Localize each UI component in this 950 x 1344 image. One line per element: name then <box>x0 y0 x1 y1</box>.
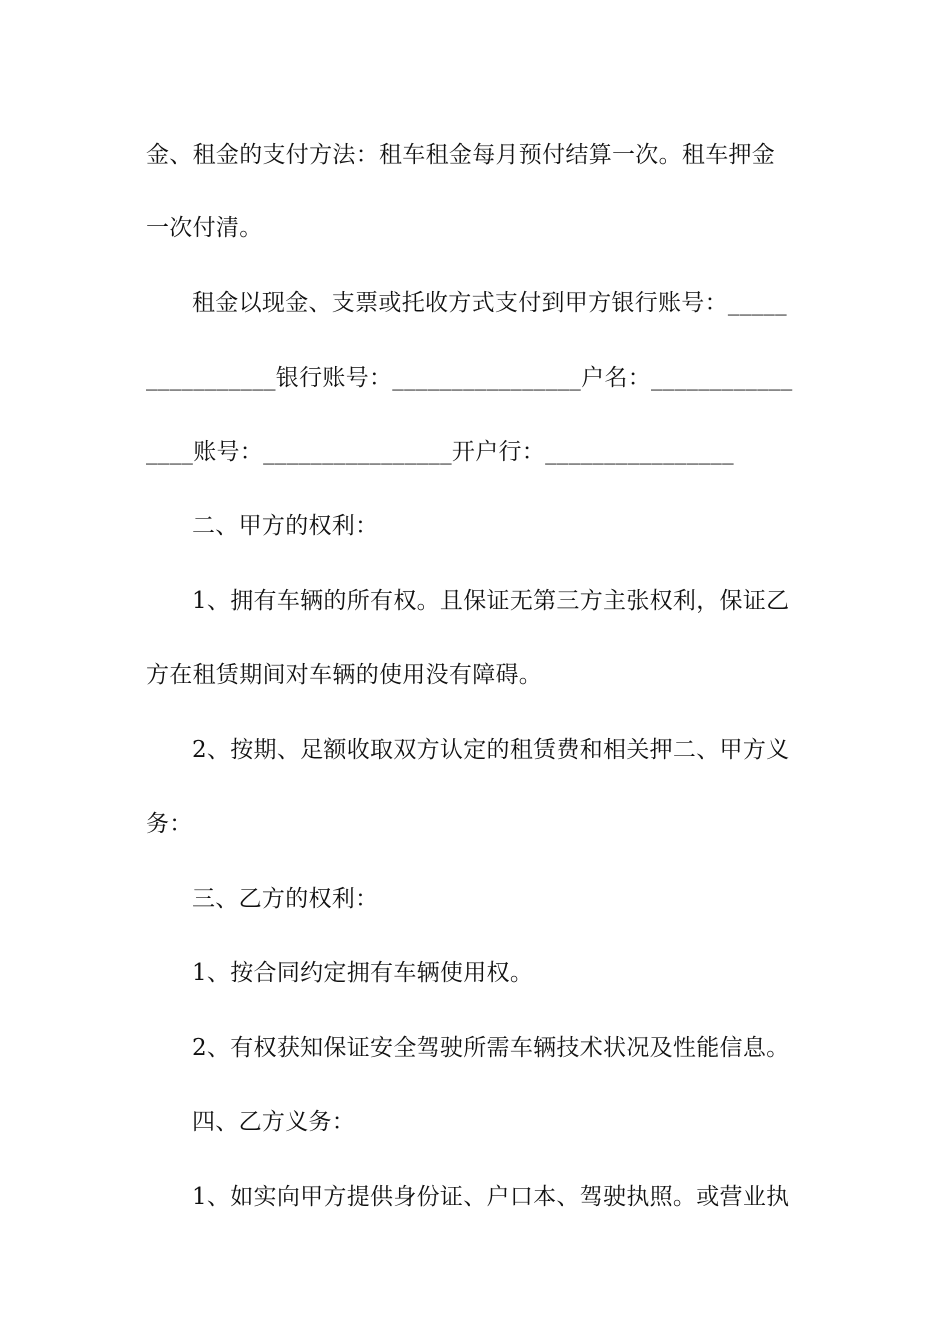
text-line-12: 1、按合同约定拥有车辆使用权。 <box>192 960 534 986</box>
text-line-13: 2、有权获知保证安全驾驶所需车辆技术状况及性能信息。 <box>192 1035 790 1061</box>
section-heading-yi-rights: 三、乙方的权利： <box>192 886 379 912</box>
text-line-2: 一次付清。 <box>146 215 263 241</box>
text-line-5: ____账号：________________开户行：________________ <box>146 439 734 465</box>
text-line-15: 1、如实向甲方提供身份证、户口本、驾驶执照。或营业执 <box>192 1184 790 1210</box>
text-line-10: 务： <box>146 811 193 837</box>
text-line-8: 方在租赁期间对车辆的使用没有障碍。 <box>146 662 543 688</box>
section-heading-jia-rights: 二、甲方的权利： <box>192 513 379 539</box>
text-line-7: 1、拥有车辆的所有权。且保证无第三方主张权利，保证乙 <box>192 588 790 614</box>
section-heading-yi-obligations: 四、乙方义务： <box>192 1109 356 1135</box>
text-line-4: ___________银行账号：________________户名：____________ <box>146 365 793 391</box>
text-line-9: 2、按期、足额收取双方认定的租赁费和相关押二、甲方义 <box>192 737 790 763</box>
text-line-1: 金、租金的支付方法：租车租金每月预付结算一次。租车押金 <box>146 142 776 168</box>
text-line-3: 租金以现金、支票或托收方式支付到甲方银行账号：_____ <box>192 290 787 316</box>
